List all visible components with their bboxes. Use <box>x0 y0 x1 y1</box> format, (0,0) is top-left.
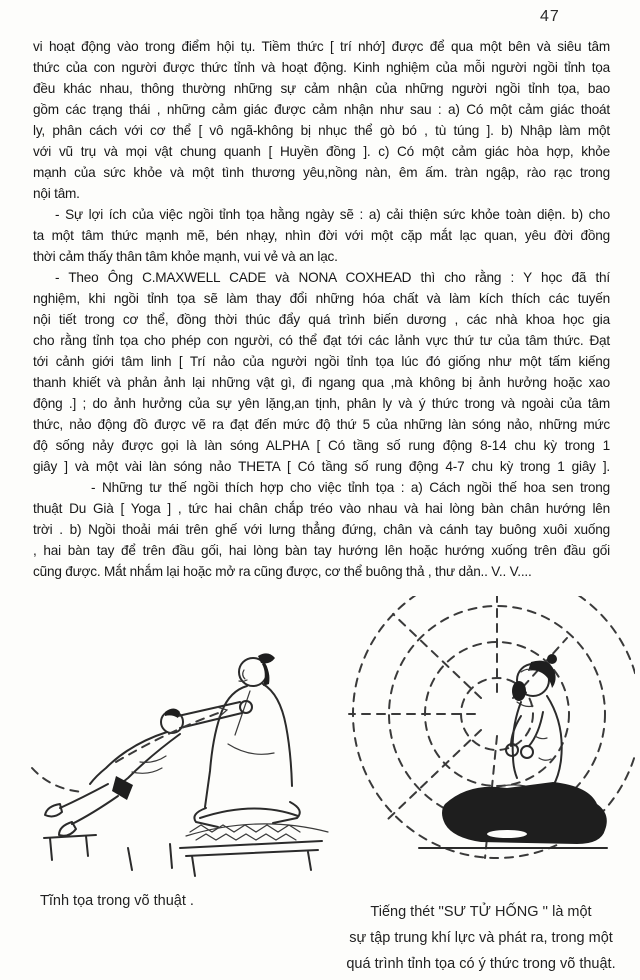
body-line: thức, nảo động đồ được vẽ ra đạt đến mức độ thứ 5 của những làn sóng nảo, những mức <box>33 417 610 432</box>
body-line: nội tâm. <box>33 186 80 201</box>
body-line: độ sống nảy được gọi là làn sóng ALPHA [ Có tầng số rung động 8-14 chu kỳ trong 1 <box>33 438 610 453</box>
body-line: động .] ; do ảnh hưởng của sự yên lặng,an tịnh, phân ly và ý thức trong và ngoài của tâm <box>33 396 610 411</box>
body-line: giây ] và một vài làn sóng nảo THETA [ Có tầng số rung động 4-7 chu kỳ trong 1 giây ]. <box>33 459 610 474</box>
body-line: thời cảm thấy thân tâm khỏe mạnh, vui vẻ và an lạc. <box>33 249 338 264</box>
lion-roar-drawing <box>335 596 635 884</box>
meditation-push-drawing <box>20 612 335 880</box>
body-line: thuật Du Già [ Yoga ] , tức hai chân chắp tréo vào nhau và hai lòng bàn chân hướng lên <box>33 501 610 516</box>
body-line: mạnh của sức khỏe và một tình thương yêu,nồng nàn, êm ấm. tràn ngập, rào rạc trong <box>33 165 610 180</box>
body-line: - Theo Ông C.MAXWELL CADE và NONA COXHEAD thì cho rằng : Y học đã thí <box>55 270 610 285</box>
body-line: đều khác nhau, thông thường những sự cảm nhận của những người ngồi tỉnh tọa, bao <box>33 81 610 96</box>
figure-left-caption: Tĩnh tọa trong võ thuật . <box>40 893 194 909</box>
body-line: gồm các trạng thái , những cảm giác được cảm nhận như sau : a) Có một cảm giác thoát <box>33 102 610 117</box>
caption-line: Tiếng thét ''SƯ TỬ HỐNG '' là một <box>370 904 592 920</box>
body-line: - Những tư thế ngồi thích hợp cho việc tỉnh tọa : a) Cách ngồi thế hoa sen trong <box>91 480 610 495</box>
body-line: ly, phân cách với cơ thể [ vô ngã-không bị nhục thể gò bó , tù túng ]. b) Nhập làm một <box>33 123 610 138</box>
body-line: nội tiết trong cơ thể, đồng thời thúc đẩy quá trình biến dương , các nhà khoa học gia <box>33 312 610 327</box>
figure-lion-roar <box>335 596 635 884</box>
figure-right-caption <box>332 899 630 977</box>
body-text-block <box>33 36 610 582</box>
caption-line: sự tập trung khí lực và phát ra, trong một <box>349 930 613 946</box>
body-line: - Sự lợi ích của việc ngồi tỉnh tọa hằng ngày sẽ : a) cải thiện sức khỏe toàn diện. b) cho <box>55 207 610 222</box>
body-line: với vũ trụ và mọi vật chung quanh [ Huyền đồng ]. c) Có một cảm giác hòa hợp, khỏe <box>33 144 610 159</box>
body-line: ta một tâm thức mạnh mẽ, bén nhạy, nhìn đời với một cặp mắt lạc quan, yêu đời đồng <box>33 228 610 243</box>
body-line: tới cảnh giới tâm linh [ Trí nảo của người ngồi tỉnh tọa lúc đó giống như một tấm kiếng <box>33 354 610 369</box>
body-line: vi hoạt động vào trong điểm hội tụ. Tiềm thức [ trí nhớ] được để qua một bên và siêu tâm <box>33 39 610 54</box>
body-line: cho rằng tỉnh tọa cho phép con người, có thể đạt tới các lảnh vực thứ tư của tâm thức. Đạt <box>33 333 610 348</box>
page-number: 47 <box>540 8 560 25</box>
caption-line: quá trình tỉnh tọa có ý thức trong võ thuật. <box>346 956 616 972</box>
body-line: , hai bàn tay để trên đầu gối, hai lòng bàn tay hướng lên hoặc hướng xuống trên đầu gối <box>33 543 610 558</box>
figure-meditation-push <box>20 612 335 880</box>
body-line: thanh khiết và phản ảnh lại những vật gì, đi ngang qua ,mà không bị ảnh hưởng hoặc xao <box>33 375 610 390</box>
body-line: nghiệm, khi ngồi tỉnh tọa sẽ làm thay đổi những hóa chất và làm kích thích các tuyến <box>33 291 610 306</box>
body-line: cũng được. Mắt nhắm lại hoặc mở ra cũng được, cơ thể buông thả , thư dản.. V.. V.... <box>33 564 532 579</box>
body-line: trời . b) Ngồi thoải mái trên ghế với lưng thẳng đứng, chân và cánh tay buông xuôi xuống <box>33 522 610 537</box>
body-line: thức của con người được thức tỉnh và hoạt động. Kinh nghiệm của mỗi người ngồi tỉnh tọa <box>33 60 610 75</box>
